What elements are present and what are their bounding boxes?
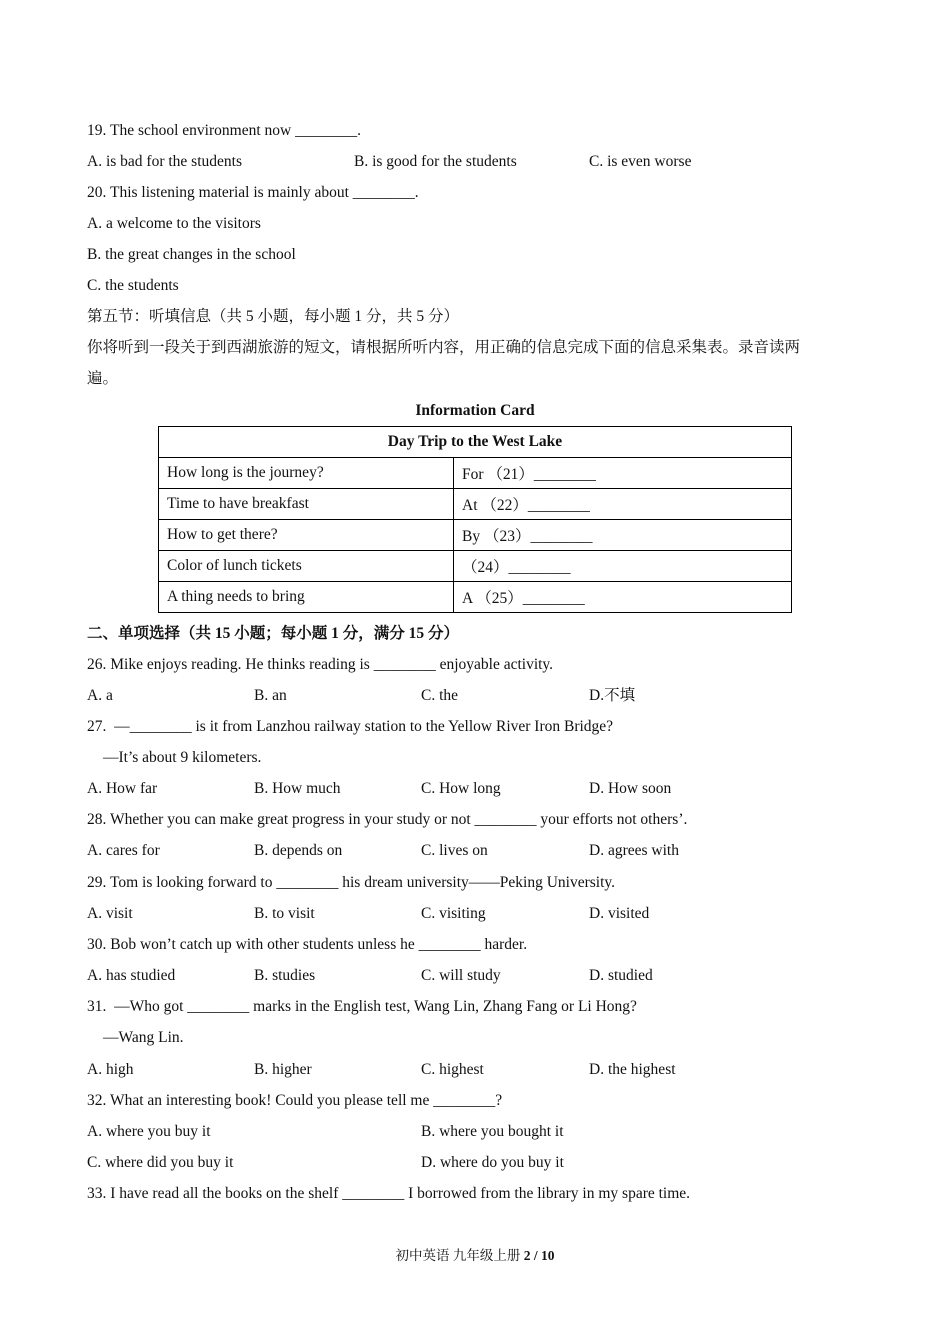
question-29-option-a: A. visit bbox=[87, 905, 133, 922]
question-28-option-b: B. depends on bbox=[254, 842, 343, 859]
question-29-option-d: D. visited bbox=[589, 905, 650, 922]
question-20-option-a: A. a welcome to the visitors bbox=[87, 215, 261, 232]
info-card-table bbox=[158, 426, 792, 613]
info-card-blank-21: For （21）________ bbox=[454, 458, 792, 489]
info-card-blank-24: （24）________ bbox=[454, 551, 792, 582]
question-31-option-a: A. high bbox=[87, 1061, 134, 1078]
question-27-option-a: A. How far bbox=[87, 780, 158, 797]
question-32-option-b: B. where you bought it bbox=[421, 1123, 564, 1140]
question-27-option-b: B. How much bbox=[254, 780, 341, 797]
info-card-label: A thing needs to bring bbox=[159, 582, 454, 613]
question-30-option-c: C. will study bbox=[421, 967, 501, 984]
question-32-option-a: A. where you buy it bbox=[87, 1123, 211, 1140]
question-32-option-c: C. where did you buy it bbox=[87, 1154, 234, 1171]
page-footer bbox=[0, 1247, 950, 1265]
section-5-instruction-cont: 遍。 bbox=[87, 370, 119, 387]
section-5-title: 第五节：听填信息（共 5 小题，每小题 1 分，共 5 分） bbox=[87, 308, 460, 325]
info-card-row bbox=[159, 458, 792, 489]
info-card-label: How long is the journey? bbox=[159, 458, 454, 489]
question-33-stem: 33. I have read all the books on the shelf ________ I borrowed from the library in my spare time. bbox=[87, 1185, 691, 1202]
question-20-option-b: B. the great changes in the school bbox=[87, 246, 296, 263]
question-26-option-b: B. an bbox=[254, 687, 287, 704]
question-31-stem: 31. —Who got ________ marks in the English test, Wang Lin, Zhang Fang or Li Hong? bbox=[87, 998, 637, 1015]
part-2-title: 二、单项选择（共 15 小题；每小题 1 分，满分 15 分） bbox=[87, 625, 460, 642]
info-card-row bbox=[159, 489, 792, 520]
question-28-stem: 28. Whether you can make great progress in your study or not ________ your efforts not others’. bbox=[87, 811, 688, 828]
question-32-stem: 32. What an interesting book! Could you please tell me ________? bbox=[87, 1092, 503, 1109]
question-29-stem: 29. Tom is looking forward to ________ his dream university——Peking University. bbox=[87, 874, 616, 891]
info-card-blank-22: At （22）________ bbox=[454, 489, 792, 520]
question-29-option-c: C. visiting bbox=[421, 905, 486, 922]
question-20-stem: 20. This listening material is mainly about ________. bbox=[87, 184, 419, 201]
question-28-option-c: C. lives on bbox=[421, 842, 488, 859]
question-27-reply: —It’s about 9 kilometers. bbox=[103, 749, 262, 766]
question-31-reply: —Wang Lin. bbox=[103, 1029, 184, 1046]
info-card-label: Time to have breakfast bbox=[159, 489, 454, 520]
info-card-row bbox=[159, 551, 792, 582]
question-29-option-b: B. to visit bbox=[254, 905, 315, 922]
info-card-blank-23: By （23）________ bbox=[454, 520, 792, 551]
question-20-option-c: C. the students bbox=[87, 277, 179, 294]
question-30-option-a: A. has studied bbox=[87, 967, 176, 984]
question-27-option-d: D. How soon bbox=[589, 780, 672, 797]
question-27-option-c: C. How long bbox=[421, 780, 501, 797]
question-31-option-c: C. highest bbox=[421, 1061, 484, 1078]
info-card-header: Day Trip to the West Lake bbox=[159, 427, 792, 458]
question-26-option-c: C. the bbox=[421, 687, 459, 704]
info-card-label: How to get there? bbox=[159, 520, 454, 551]
question-26-option-a: A. a bbox=[87, 687, 113, 704]
section-5-instruction: 你将听到一段关于到西湖旅游的短文，请根据所听内容，用正确的信息完成下面的信息采集表。录音读两 bbox=[87, 339, 801, 356]
question-26-option-d: D.不填 bbox=[589, 687, 636, 704]
question-28-option-a: A. cares for bbox=[87, 842, 160, 859]
info-card-label: Color of lunch tickets bbox=[159, 551, 454, 582]
question-19-option-b: B. is good for the students bbox=[354, 153, 517, 170]
question-28-option-d: D. agrees with bbox=[589, 842, 679, 859]
question-31-option-d: D. the highest bbox=[589, 1061, 676, 1078]
question-27-stem: 27. —________ is it from Lanzhou railway station to the Yellow River Iron Bridge? bbox=[87, 718, 614, 735]
info-card-row bbox=[159, 582, 792, 613]
question-19-option-c: C. is even worse bbox=[589, 153, 692, 170]
question-30-option-d: D. studied bbox=[589, 967, 653, 984]
question-31-option-b: B. higher bbox=[254, 1061, 312, 1078]
info-card-row bbox=[159, 520, 792, 551]
question-26-stem: 26. Mike enjoys reading. He thinks reading is ________ enjoyable activity. bbox=[87, 656, 554, 673]
footer-label: 初中英语 九年级上册 bbox=[395, 1248, 521, 1263]
question-30-stem: 30. Bob won’t catch up with other students unless he ________ harder. bbox=[87, 936, 528, 953]
question-32-option-d: D. where do you buy it bbox=[421, 1154, 564, 1171]
question-30-option-b: B. studies bbox=[254, 967, 316, 984]
question-19-stem: 19. The school environment now ________. bbox=[87, 122, 361, 139]
info-card-title: Information Card bbox=[415, 402, 535, 419]
info-card-blank-25: A （25）________ bbox=[454, 582, 792, 613]
question-19-option-a: A. is bad for the students bbox=[87, 153, 242, 170]
page-number: 2 / 10 bbox=[523, 1248, 555, 1263]
